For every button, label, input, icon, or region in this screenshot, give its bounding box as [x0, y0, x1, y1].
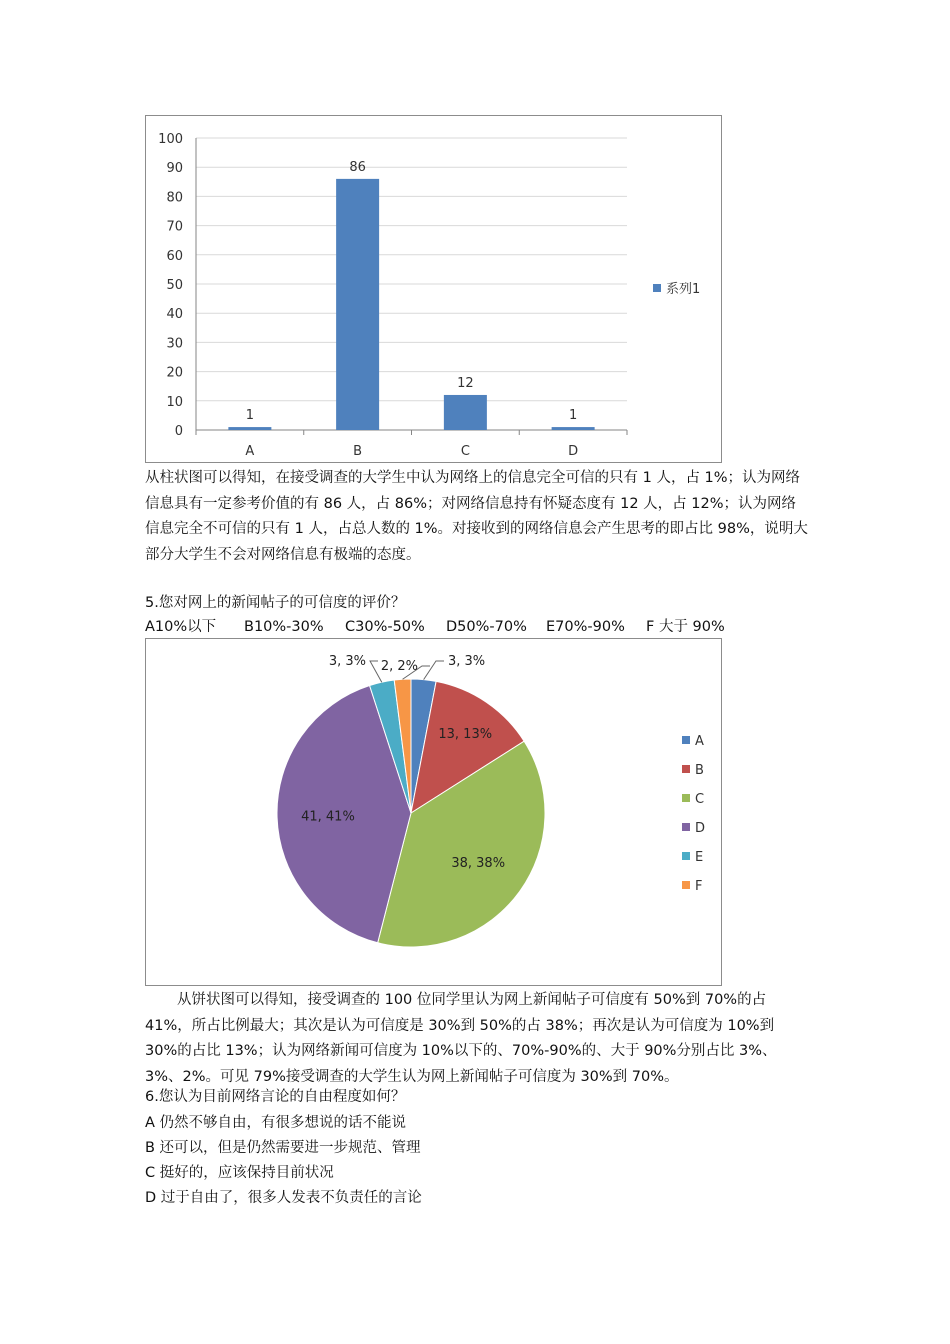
bar-data-label: 86	[349, 159, 366, 175]
pie-data-label: 13, 13%	[438, 727, 493, 743]
question-5-option-d: D50%-70%	[446, 619, 527, 635]
bar-chart-svg	[146, 116, 723, 464]
y-tick-label: 50	[166, 278, 183, 293]
legend-label: A	[695, 734, 704, 749]
legend-swatch	[682, 736, 690, 744]
legend-label: F	[695, 879, 703, 894]
bar	[336, 179, 379, 430]
question-5-option-e: E70%-90%	[546, 619, 625, 635]
bar	[228, 427, 271, 430]
y-tick-label: 20	[166, 365, 183, 381]
legend-swatch	[682, 852, 690, 860]
y-tick-label: 0	[174, 424, 183, 439]
pie-chart	[145, 638, 722, 986]
question-5-title: 5.您对网上的新闻帖子的可信度的评价？	[145, 595, 406, 611]
y-tick-label: 40	[166, 307, 183, 323]
legend-swatch	[653, 284, 661, 292]
bar-chart	[145, 115, 722, 463]
pie-chart-svg	[146, 639, 723, 987]
y-tick-label: 70	[166, 219, 183, 235]
pie-data-label: 3, 3%	[328, 654, 366, 669]
question-6-title: 6.您认为目前网络言论的自由程度如何？	[145, 1089, 406, 1105]
legend-swatch	[682, 881, 690, 889]
question-6-option-d: D 过于自由了，很多人发表不负责任的言论	[145, 1190, 422, 1206]
question-6-option-b: B 还可以，但是仍然需要进一步规范、管理	[145, 1140, 421, 1156]
pie-data-label: 38, 38%	[451, 855, 506, 871]
y-tick-label: 10	[166, 394, 183, 410]
bar-data-label: 12	[457, 375, 474, 391]
y-tick-label: 90	[166, 161, 183, 177]
x-tick-label: A	[245, 444, 255, 459]
y-tick-label: 60	[166, 248, 183, 264]
question-5-option-a: A10%以下	[145, 619, 217, 635]
legend-label: E	[695, 850, 704, 865]
legend-label: C	[695, 792, 705, 807]
bar	[552, 427, 595, 430]
pie-leader-line	[424, 661, 444, 680]
pie-chart-summary: 从饼状图可以得知，接受调查的 100 位同学里认为网上新闻帖子可信度有 50%到 70%的占 41%，所占比例最大；其次是认为可信度是 30%到 50%的占 38%；再次是认为可信度为 10%到 30%的占比 13%；认为网络新闻可信度为 10%以下的、70%-90%的、大于 90%分别占比 3%、3%、2%。可见 79%接受调查的大学生认为网上新闻帖子可信度为 30%到 70%。	[145, 992, 777, 1085]
bar-data-label: 1	[245, 408, 255, 424]
bar-chart-summary: 从柱状图可以得知，在接受调查的大学生中认为网络上的信息完全可信的只有 1 人，占 1%；认为网络信息具有一定参考价值的有 86 人，占 86%；对网络信息持有怀疑态度有 12 人，占 12%；认为网络信息完全不可信的只有 1 人，占总人数的 1%。对接收到的网络信息会产生思考的即占比 98%，说明大部分大学生不会对网络信息有极端的态度。	[145, 470, 808, 563]
legend-label: B	[695, 763, 704, 778]
bar	[444, 395, 487, 430]
x-tick-label: C	[460, 444, 470, 459]
pie-data-label: 3, 3%	[448, 654, 486, 669]
x-tick-label: B	[353, 444, 363, 459]
y-tick-label: 30	[166, 336, 183, 352]
pie-data-label: 2, 2%	[380, 659, 418, 674]
legend-swatch	[682, 794, 690, 802]
x-tick-label: D	[568, 444, 579, 459]
legend-label: D	[695, 821, 706, 836]
question-6-option-a: A 仍然不够自由，有很多想说的话不能说	[145, 1115, 407, 1131]
question-6-option-c: C 挺好的，应该保持目前状况	[145, 1165, 334, 1181]
bar-data-label: 1	[568, 408, 578, 424]
legend-swatch	[682, 765, 690, 773]
y-tick-label: 100	[158, 132, 183, 147]
pie-data-label: 41, 41%	[301, 809, 355, 825]
question-5-option-b: B10%-30%	[244, 619, 324, 635]
question-5-option-f: F 大于 90%	[646, 619, 725, 635]
y-tick-label: 80	[166, 190, 183, 206]
legend-swatch	[682, 823, 690, 831]
legend-label: 系列1	[666, 282, 701, 297]
question-5-option-c: C30%-50%	[345, 619, 425, 635]
